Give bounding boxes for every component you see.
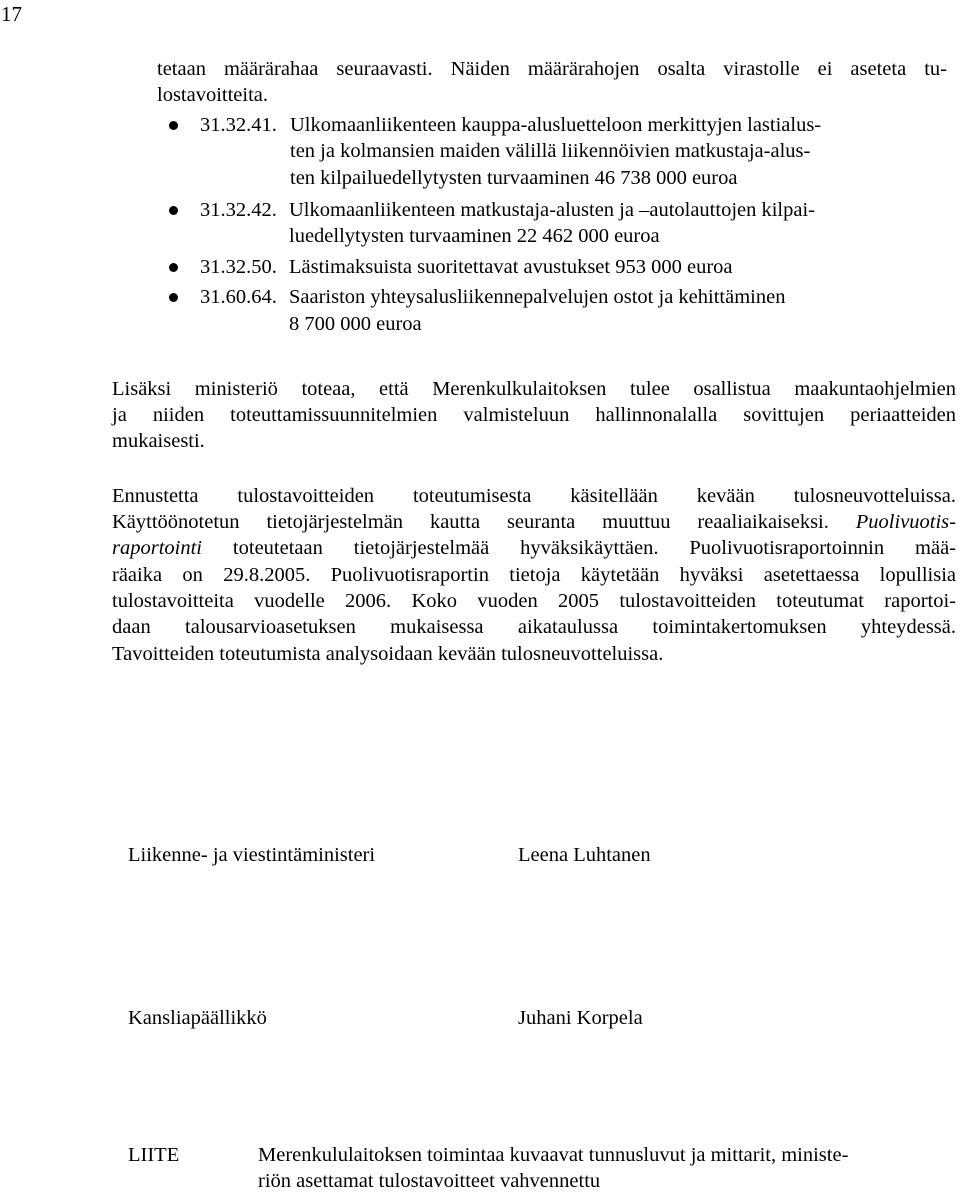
paragraph-line: räaika on 29.8.2005. Puolivuotisraportin tietoja käytetään hyväksi asetettaessa lopullisia [112,564,956,586]
bullet-line: Saariston yhteysalusliikennepalvelujen ostot ja kehittäminen [289,286,786,308]
intro-line-1: tetaan määrärahaa seuraavasti. Näiden määrärahojen osalta virastolle ei aseteta tu- [157,58,947,80]
attachment-label: LIITE [128,1144,180,1166]
bullet-line: luedellytysten turvaaminen 22 462 000 euroa [289,225,660,247]
paragraph-line: Ennustetta tulostavoitteiden toteutumisesta käsitellään kevään tulosneuvotteluissa. [112,485,956,507]
paragraph-line [112,535,956,561]
paragraph-line: Lisäksi ministeriö toteaa, että Merenkulkulaitoksen tulee osallistua maakuntaohjelmien [112,378,956,400]
paragraph-italic-term: Puolivuotis- [855,511,956,533]
signature-chief-title: Kansliapäällikkö [128,1007,267,1029]
signature-minister-name: Leena Luhtanen [518,844,651,866]
bullet-dot [169,293,178,302]
paragraph-line: daan talousarvioasetuksen mukaisessa aikataulussa toimintakertomuksen yhteydessä. [112,616,956,638]
bullet-line: 8 700 000 euroa [289,313,422,335]
bullet-dot [169,206,178,215]
bullet-line: Lästimaksuista suoritettavat avustukset 953 000 euroa [289,256,733,278]
bullet-dot [169,121,178,130]
bullet-line: Ulkomaanliikenteen matkustaja-alusten ja –autolauttojen kilpai- [289,199,816,221]
bullet-line: ten kilpailuedellytysten turvaaminen 46 738 000 euroa [290,167,738,189]
bullet-code: 31.32.41. [200,114,277,136]
bullet-code: 31.32.42. [200,199,277,221]
paragraph-text: Käyttöönotetun tietojärjestelmän kautta seuranta muuttuu reaaliaikaiseksi. [112,511,829,533]
bullet-line: ten ja kolmansien maiden välillä liikennöivien matkustaja-alus- [290,140,811,162]
signature-chief-name: Juhani Korpela [518,1007,643,1029]
paragraph-italic-term: raportointi [112,537,202,559]
bullet-line: Ulkomaanliikenteen kauppa-alusluetteloon merkittyjen lastialus- [290,114,822,136]
bullet-code: 31.32.50. [200,256,277,278]
signature-minister-title: Liikenne- ja viestintäministeri [128,844,376,866]
paragraph-line: ja niiden toteuttamissuunnitelmien valmisteluun hallinnonalalla sovittujen periaatteiden [112,404,956,426]
page-number: 17 [1,2,22,26]
paragraph-line [112,509,956,535]
bullet-dot [169,263,178,272]
paragraph-text: toteutetaan tietojärjestelmää hyväksikäyttäen. Puolivuotisraportoinnin mää- [232,537,957,559]
attachment-line-1: Merenkululaitoksen toimintaa kuvaavat tunnusluvut ja mittarit, ministe- [258,1144,849,1166]
paragraph-line: tulostavoitteita vuodelle 2006. Koko vuoden 2005 tulostavoitteiden toteutumat raportoi- [112,590,956,612]
attachment-line-2: riön asettamat tulostavoitteet vahvennettu [258,1170,601,1192]
bullet-code: 31.60.64. [200,286,277,308]
paragraph-line: mukaisesti. [112,430,205,452]
intro-line-2: lostavoitteita. [157,84,269,106]
paragraph-line: Tavoitteiden toteutumista analysoidaan kevään tulosneuvotteluissa. [112,643,664,665]
